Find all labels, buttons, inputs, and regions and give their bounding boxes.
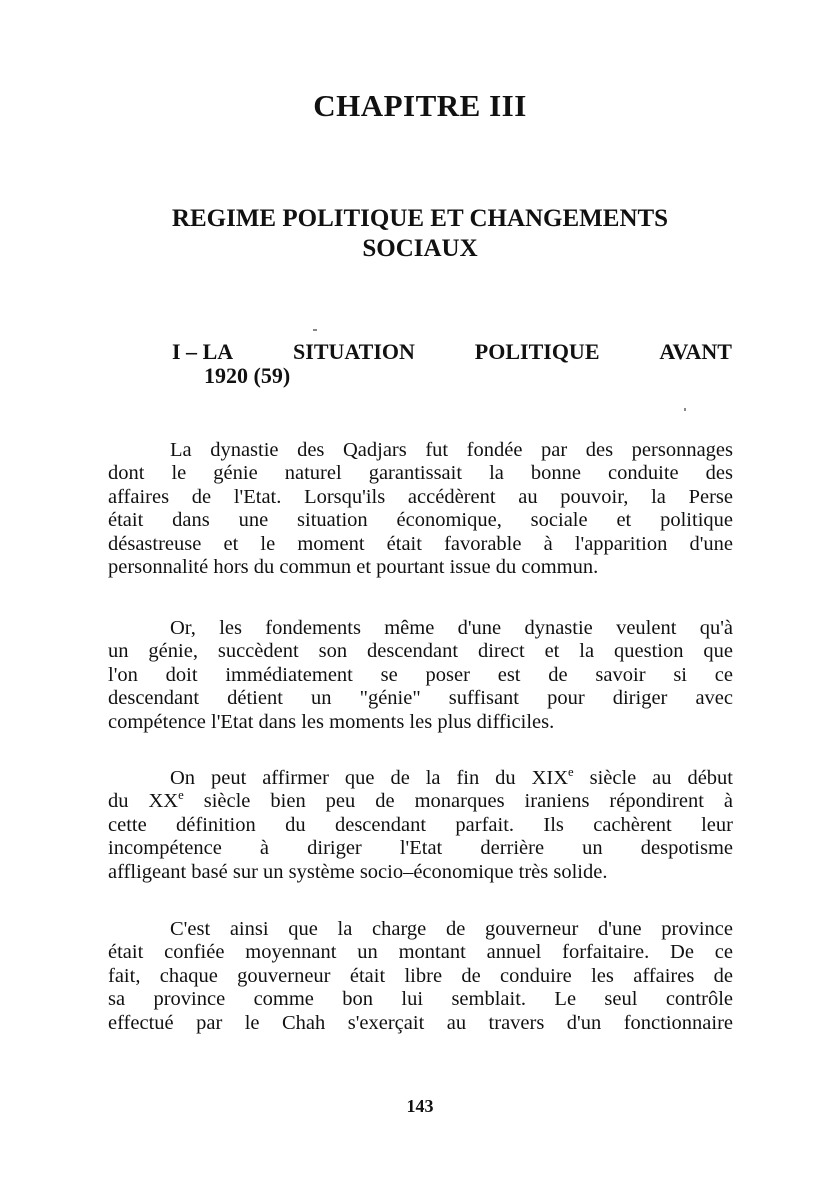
text-line: incompétence à diriger l'Etat derrière un despotisme (108, 837, 733, 860)
subsection-number: I – (172, 339, 198, 364)
text-line: l'on doit immédiatement se poser est de savoir si ce (108, 663, 733, 686)
paragraph (108, 764, 734, 884)
text-line: effectué par le Chah s'exerçait au travers d'un fonctionnaire (108, 1011, 733, 1034)
subsection-word: AVANT (659, 339, 732, 364)
text-line: du XXe siècle bien peu de monarques iraniens répondirent à (108, 788, 734, 813)
scan-speck (684, 408, 686, 411)
scan-speck (313, 329, 317, 331)
paragraph (108, 439, 733, 579)
paragraph (108, 617, 733, 734)
text-line: personnalité hors du commun et pourtant issue du commun. (108, 556, 599, 579)
chapter-title: CHAPITRE III (313, 88, 527, 123)
subsection-heading-line-2: 1920 (59) (204, 363, 291, 388)
page-number: 143 (406, 1096, 434, 1116)
subsection-number-word (172, 340, 233, 364)
text-line: dont le génie naturel garantissait la bonne conduite des (108, 462, 733, 485)
section-title-line-2: SOCIAUX (362, 235, 478, 262)
text-line: cette définition du descendant parfait. Ils cachèrent leur (108, 813, 733, 836)
text-line: descendant détient un "génie" suffisant pour diriger avec (108, 687, 733, 710)
paragraph (108, 918, 733, 1035)
text-line: fait, chaque gouverneur était libre de conduire les affaires de (108, 964, 733, 987)
text-line: compétence l'Etat dans les moments les plus difficiles. (108, 710, 555, 733)
text-line: affaires de l'Etat. Lorsqu'ils accédèrent au pouvoir, la Perse (108, 485, 733, 508)
subsection-word: LA (202, 339, 234, 364)
text-line: désastreuse et le moment était favorable à l'apparition d'une (108, 532, 733, 555)
text-line: affligeant basé sur un système socio–économique très solide. (108, 860, 608, 883)
text-line: On peut affirmer que de la fin du XIXe siècle au début (170, 764, 734, 789)
subsection-word: POLITIQUE (474, 339, 600, 364)
text-line: était confiée moyennant un montant annuel forfaitaire. De ce (108, 941, 733, 964)
text-line: sa province comme bon lui semblait. Le seul contrôle (108, 988, 733, 1011)
subsection-heading (172, 340, 732, 388)
subsection-word: SITUATION (293, 339, 415, 364)
text-line: La dynastie des Qadjars fut fondée par des personnages (170, 439, 733, 461)
section-title-line-1: REGIME POLITIQUE ET CHANGEMENTS (171, 205, 669, 232)
text-line: était dans une situation économique, sociale et politique (108, 509, 733, 532)
section-title (0, 204, 840, 264)
subsection-heading-line-1 (172, 340, 732, 364)
text-line: C'est ainsi que la charge de gouverneur d'une province (170, 918, 733, 940)
text-line: Or, les fondements même d'une dynastie veulent qu'à (170, 617, 733, 639)
text-line: un génie, succèdent son descendant direct et la question que (108, 640, 733, 663)
